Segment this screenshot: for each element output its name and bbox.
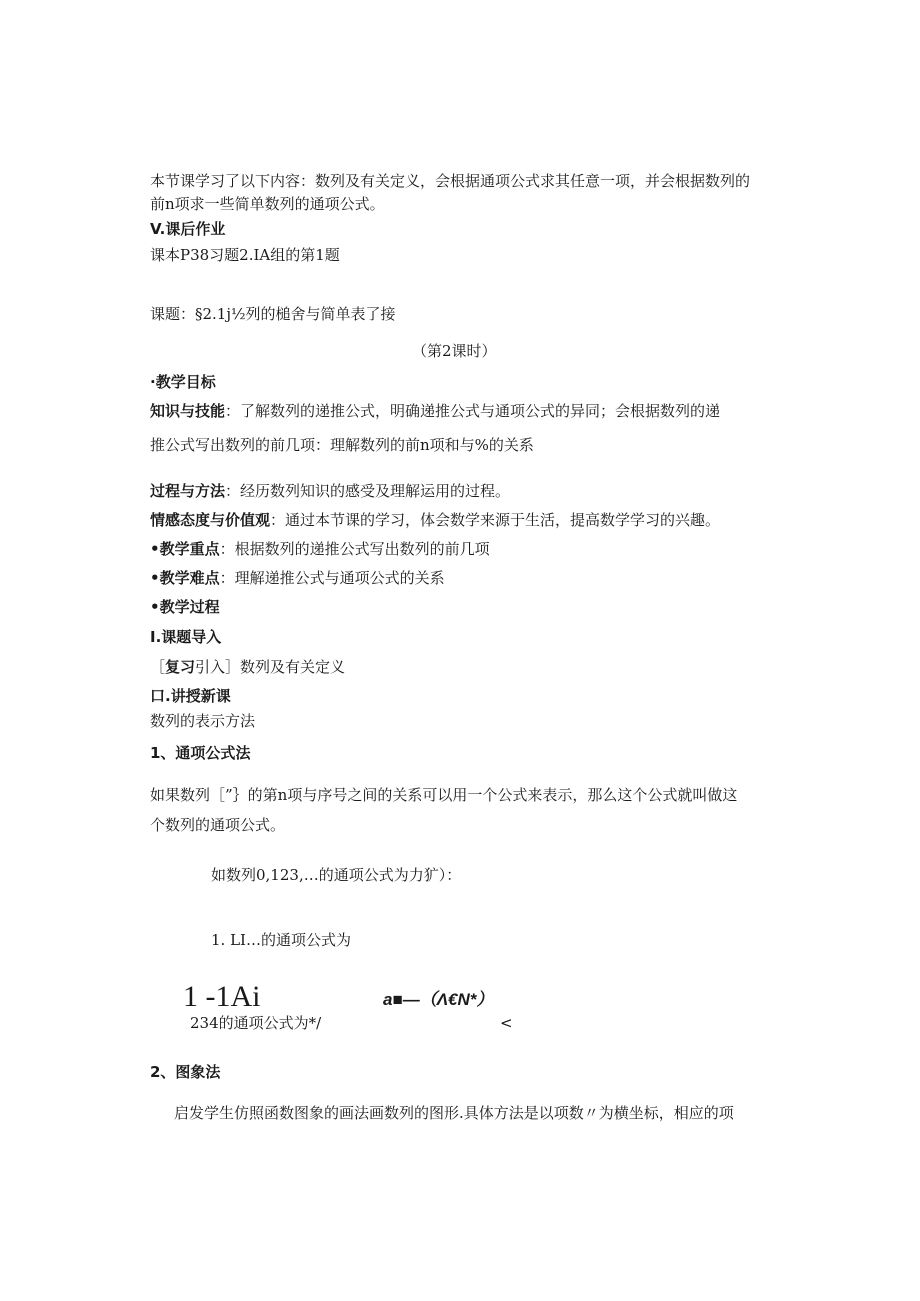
method1-line-2: 个数列的通项公式。 [150,816,286,834]
review-label: 复习 [165,658,196,676]
formula-big: 1 -1Ai [183,980,261,1013]
attitude-label: 情感态度与价值观 [150,511,271,529]
method1-line-1: 如果数列［”｝的第n项与序号之间的关系可以用一个公式来表示，那么这个公式就叫做这 [150,786,738,804]
knowledge-line-2: 推公式写出数列的前几项：理解数列的前n项和与%的关系 [150,436,534,454]
difficulty-line [150,568,445,588]
method2-heading: 2、图象法 [150,1063,221,1081]
homework-text: 课本P38习题2.IA组的第1题 [150,246,340,264]
summary-line-1: 本节课学习了以下内容：数列及有关定义，会根据通项公式求其任意一项，并会根据数列的 [150,172,751,190]
example-1: 如数列0,123,…的通项公式为力犷）： [211,866,462,884]
review-bracket: ［ [150,658,166,676]
lesson-topic: 课题：§2.1j½列的槌舍与简单表了接 [150,305,396,323]
focus-text: ：根据数列的递推公式写出数列的前几项 [219,540,490,558]
focus-label: •教学重点 [150,540,220,558]
new-lesson-subtitle: 数列的表示方法 [150,712,256,730]
lesson-period: （第2课时） [412,342,497,360]
homework-heading: V.课后作业 [150,220,226,238]
stray-mark: < [500,1014,513,1032]
new-lesson-heading: 口.讲授新课 [150,687,231,705]
focus-line [150,539,490,559]
process-text: ：经历数列知识的感受及理解运用的过程。 [225,482,511,500]
attitude-text: ：通过本节课的学习，体会数学来源于生活，提高数学学习的兴趣。 [270,511,721,529]
review-text: 引入］数列及有关定义 [195,658,346,676]
method2-line-1: 启发学生仿照函数图象的画法画数列的图形.具体方法是以项数〃为横坐标，相应的项 [174,1104,734,1122]
difficulty-label: •教学难点 [150,569,220,587]
knowledge-text-1: ：了解数列的递推公式，明确递推公式与通项公式的异同；会根据数列的递 [225,402,721,420]
teaching-process-heading: •教学过程 [150,598,220,616]
process-line [150,481,510,501]
method1-heading: 1、通项公式法 [150,744,251,762]
summary-line-2: 前n项求一些简单数列的通项公式。 [150,195,385,213]
process-label: 过程与方法 [150,482,226,500]
intro-heading: I.课题导入 [150,628,222,646]
attitude-line [150,510,720,530]
difficulty-text: ：理解递推公式与通项公式的关系 [219,569,445,587]
example-2: 1. LI…的通项公式为 [211,931,351,949]
example-3: 234的通项公式为*/ [190,1014,322,1032]
review-line [150,657,345,677]
knowledge-label: 知识与技能 [150,402,226,420]
knowledge-line-1 [150,401,720,421]
objectives-heading: ·教学目标 [150,373,216,391]
formula-right: a■—（Λ€N*） [383,990,494,1009]
